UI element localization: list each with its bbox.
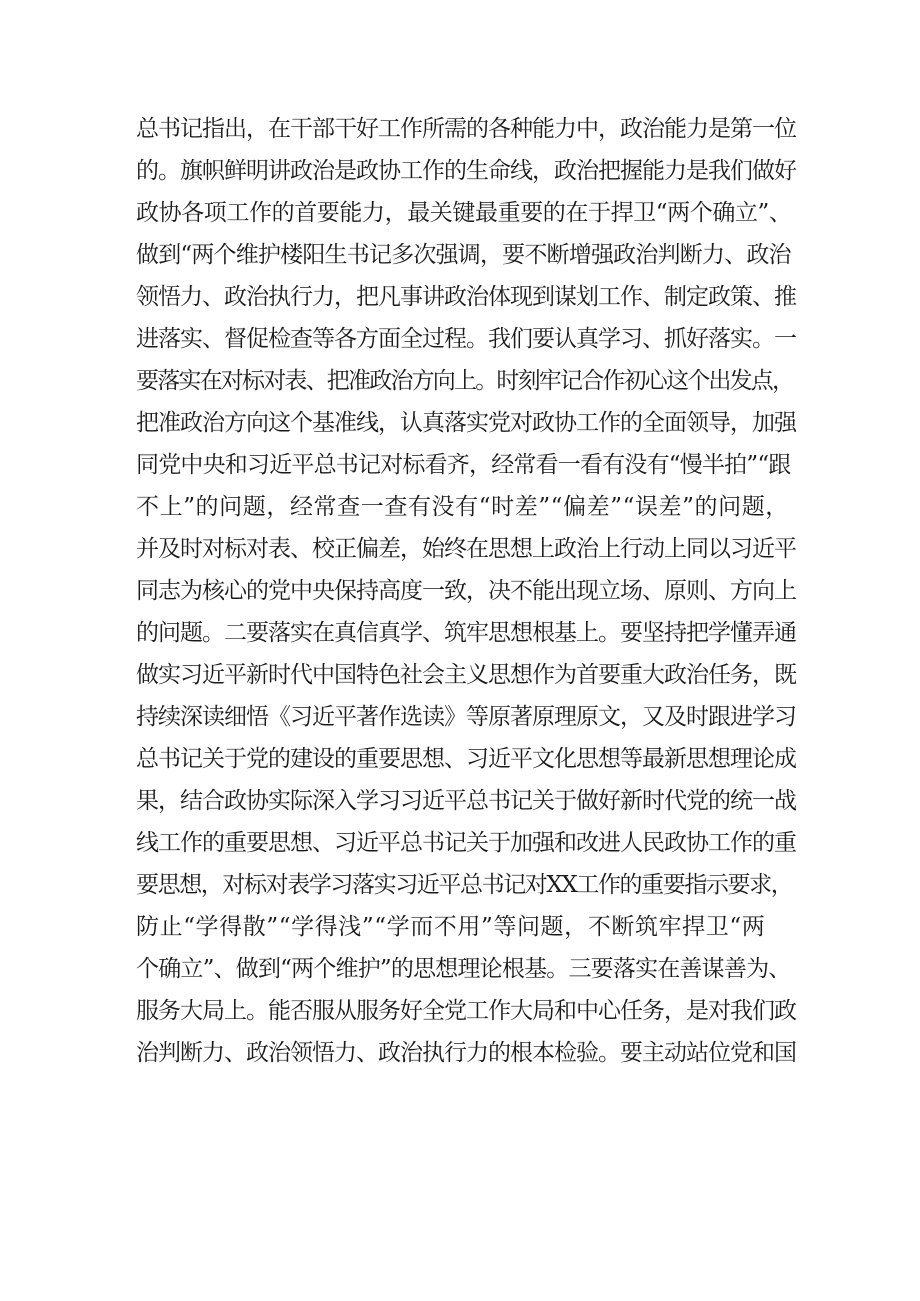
- text-line: 的。旗帜鲜明讲政治是政协工作的生命线，政治把握能力是我们做好: [136, 158, 796, 184]
- text-line: 服务大局上。能否服从服务好全党工作大局和中心任务，是对我们政: [136, 998, 796, 1024]
- text-line: 总书记关于党的建设的重要思想、习近平文化思想等最新思想理论成: [136, 746, 796, 772]
- text-line: 要落实在对标对表、把准政治方向上。时刻牢记合作初心这个出发点，: [136, 368, 794, 394]
- text-line: 果，结合政协实际深入学习习近平总书记关于做好新时代党的统一战: [136, 788, 796, 814]
- text-line: 要思想，对标对表学习落实习近平总书记对XX工作的重要指示要求，: [136, 872, 793, 898]
- text-line: 治判断力、政治领悟力、政治执行力的根本检验。要主动站位党和国: [136, 1040, 796, 1066]
- text-line: 同志为核心的党中央保持高度一致，决不能出现立场、原则、方向上: [136, 578, 796, 604]
- text-line: 做到“两个维护楼阳生书记多次强调，要不断增强政治判断力、政治: [136, 242, 791, 268]
- text-line: 的问题。二要落实在真信真学、筑牢思想根基上。要坚持把学懂弄通: [136, 620, 796, 646]
- text-line: 政协各项工作的首要能力，最关键最重要的在于捍卫“两个确立”、: [136, 200, 792, 226]
- text-line: 线工作的重要思想、习近平总书记关于加强和改进人民政协工作的重: [136, 830, 796, 856]
- text-line: 同党中央和习近平总书记对标看齐，经常看一看有没有“慢半拍”“跟: [136, 452, 791, 478]
- text-line: 持续深读细悟《习近平著作选读》等原著原理原文，又及时跟进学习: [136, 704, 796, 730]
- text-line: 防止“学得散”“学得浅”“学而不用”等问题，不断筑牢捍卫“两: [136, 914, 766, 940]
- text-line: 进落实、督促检查等各方面全过程。我们要认真学习、抓好落实。一: [136, 326, 796, 352]
- text-line: 领悟力、政治执行力，把凡事讲政治体现到谋划工作、制定政策、推: [136, 284, 796, 310]
- text-line: 并及时对标对表、校正偏差，始终在思想上政治上行动上同以习近平: [136, 536, 796, 562]
- text-line: 做实习近平新时代中国特色社会主义思想作为首要重大政治任务，既: [136, 662, 796, 688]
- text-line: 个确立”、做到“两个维护”的思想理论根基。三要落实在善谋善为、: [136, 956, 791, 982]
- text-line: 总书记指出，在干部干好工作所需的各种能力中，政治能力是第一位: [136, 116, 796, 142]
- text-line: 不上”的问题，经常查一查有没有“时差”“偏差”“误差”的问题，: [136, 494, 789, 520]
- text-line: 把准政治方向这个基准线，认真落实党对政协工作的全面领导，加强: [136, 410, 796, 436]
- body-paragraph: [136, 108, 796, 1074]
